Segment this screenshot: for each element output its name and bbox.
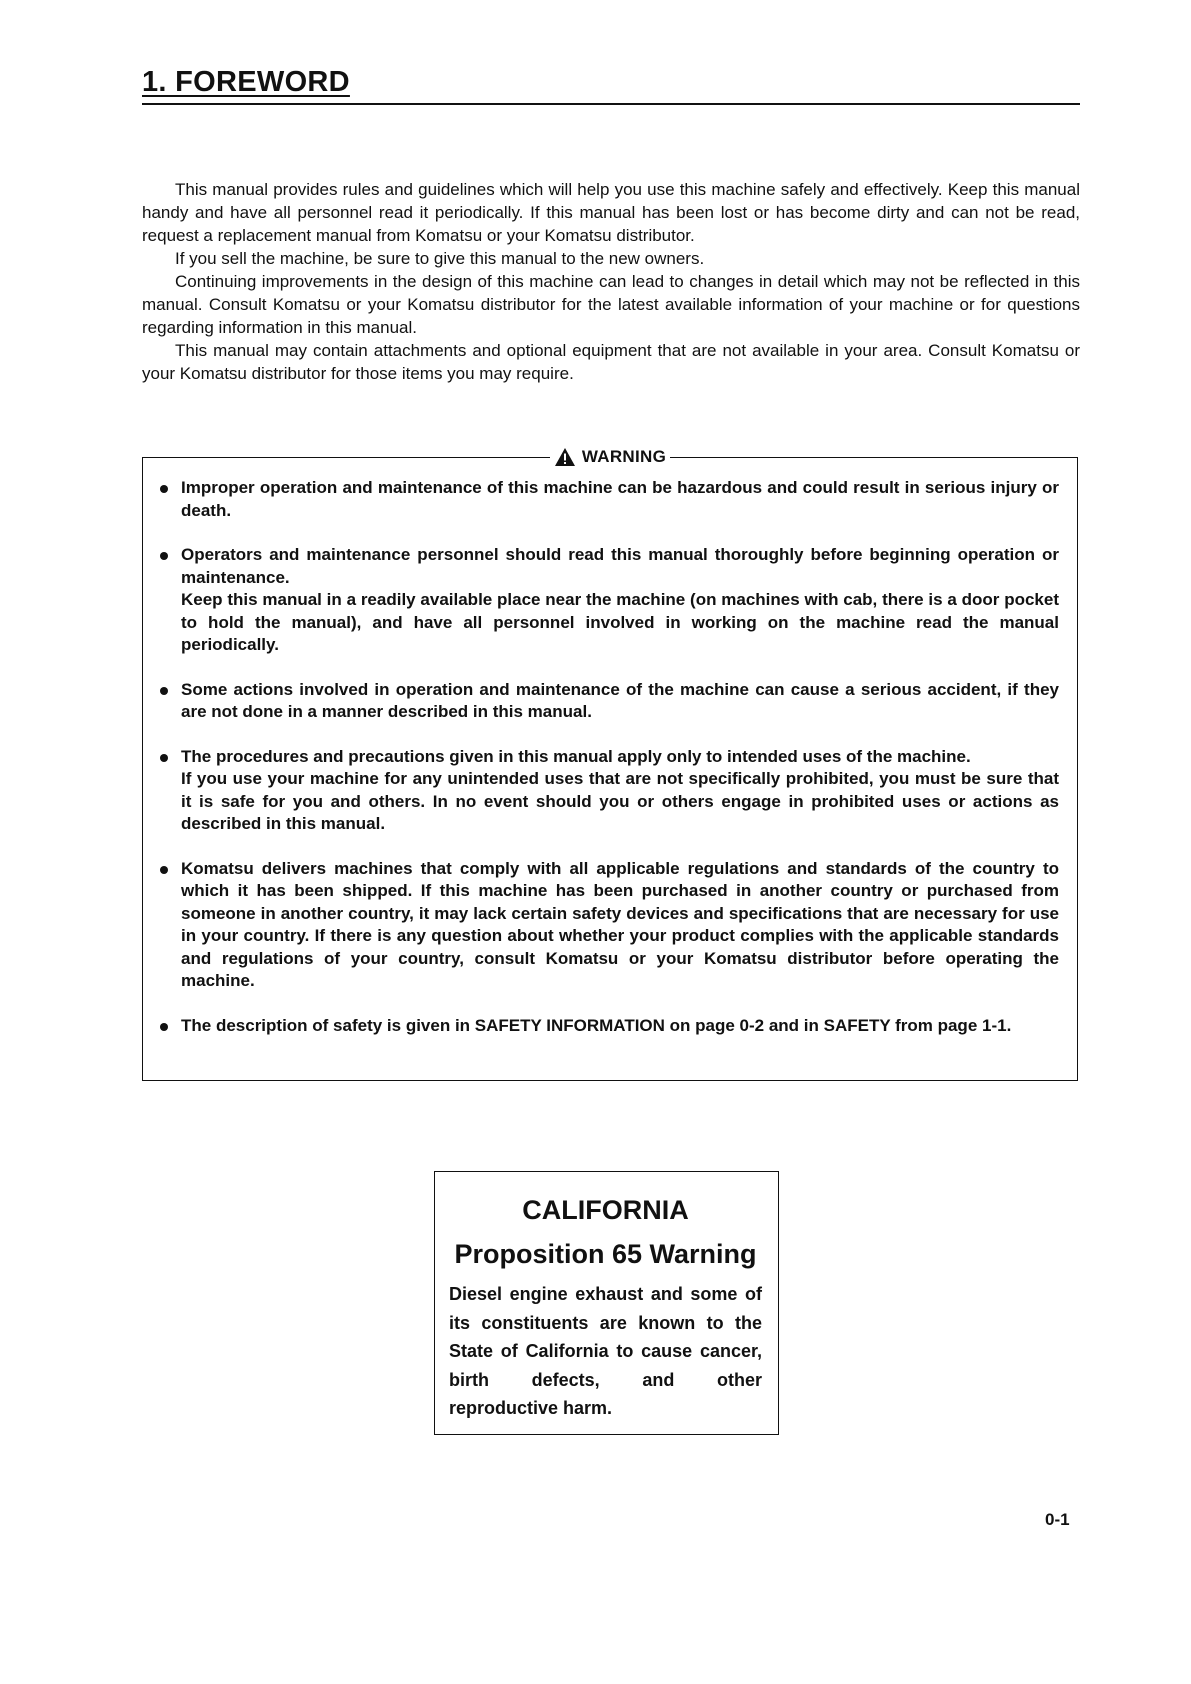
warning-item-text: Improper operation and maintenance of this machine can be hazardous and could result in serious injury or death. — [181, 478, 1059, 520]
warning-item — [181, 544, 1059, 657]
warning-header-rule-right — [670, 457, 1078, 458]
intro-paragraph: This manual provides rules and guidelines which will help you use this machine safely and effectively. Keep this manual handy and have all personnel read it periodically. If this manual has been lost or has become dirty and can not be read, request a replacement manual from Komatsu or your Komatsu distributor. — [142, 180, 1080, 245]
warning-label — [550, 447, 670, 467]
warning-label-text: WARNING — [581, 447, 667, 466]
warning-item-text: The procedures and precautions given in this manual apply only to intended uses of the machine. — [181, 746, 971, 766]
warning-header — [142, 448, 1078, 466]
warning-item-text: The description of safety is given in SAFETY INFORMATION on page 0-2 and in SAFETY from page 1-1. — [181, 1015, 1012, 1035]
warning-item-text: Komatsu delivers machines that comply with all applicable regulations and standards of the country to which it has been shipped. If this machine has been purchased in another country or purchased from someone in another country, it may lack certain safety devices and specifications that are necessary for use in your country. If there is any question about whether your product complies with the applicable standards and regulations of your country, consult Komatsu or your Komatsu distributor before operating the machine. — [181, 858, 1059, 990]
bullet-icon — [160, 1023, 168, 1031]
bullet-icon — [160, 866, 168, 874]
warning-header-rule-left — [142, 457, 550, 458]
bullet-icon — [160, 687, 168, 695]
intro-paragraph: Continuing improvements in the design of this machine can lead to changes in detail which may not be reflected in this manual. Consult Komatsu or your Komatsu distributor for the latest available information of your machine or for questions regarding information in this manual. — [142, 272, 1080, 337]
page-number: 0-1 — [1045, 1510, 1070, 1529]
warning-item — [181, 1015, 1059, 1038]
warning-item-text: Some actions involved in operation and maintenance of the machine can cause a serious accident, if they are not done in a manner described in this manual. — [181, 679, 1059, 721]
california-subtitle: Proposition 65 Warning — [454, 1239, 757, 1269]
bullet-icon — [160, 485, 168, 493]
warning-list — [143, 457, 1077, 1037]
california-body: Diesel engine exhaust and some of its constituents are known to the State of California to cause cancer, birth defects, and other reproductive harm. — [449, 1284, 762, 1418]
warning-item-text: Operators and maintenance personnel should read this manual thoroughly before beginning operation or maintenance. — [181, 545, 1059, 587]
page-title: 1. FOREWORD — [142, 66, 350, 98]
warning-box — [142, 447, 1078, 1081]
warning-item-text: Keep this manual in a readily available place near the machine (on machines with cab, there is a door pocket to hold the manual), and have all personnel involved in working on the machine read the manual periodically. — [181, 590, 1059, 654]
bullet-icon — [160, 754, 168, 762]
warning-item — [181, 477, 1059, 522]
california-title: CALIFORNIA — [522, 1195, 689, 1225]
intro-paragraph: This manual may contain attachments and optional equipment that are not available in your area. Consult Komatsu or your Komatsu distributor for those items you may require. — [142, 341, 1080, 383]
warning-item — [181, 679, 1059, 724]
foreword-intro — [142, 178, 1080, 385]
warning-item — [181, 858, 1059, 993]
warning-triangle-icon — [554, 447, 576, 467]
intro-paragraph: If you sell the machine, be sure to give this manual to the new owners. — [175, 249, 705, 268]
bullet-icon — [160, 552, 168, 560]
warning-item-text: If you use your machine for any unintended uses that are not specifically prohibited, you must be sure that it is safe for you and others. In no event should you or others engage in prohibited uses or actions as described in this manual. — [181, 769, 1059, 833]
page-heading — [142, 64, 1080, 105]
california-prop65-box — [434, 1171, 779, 1435]
warning-item — [181, 746, 1059, 836]
